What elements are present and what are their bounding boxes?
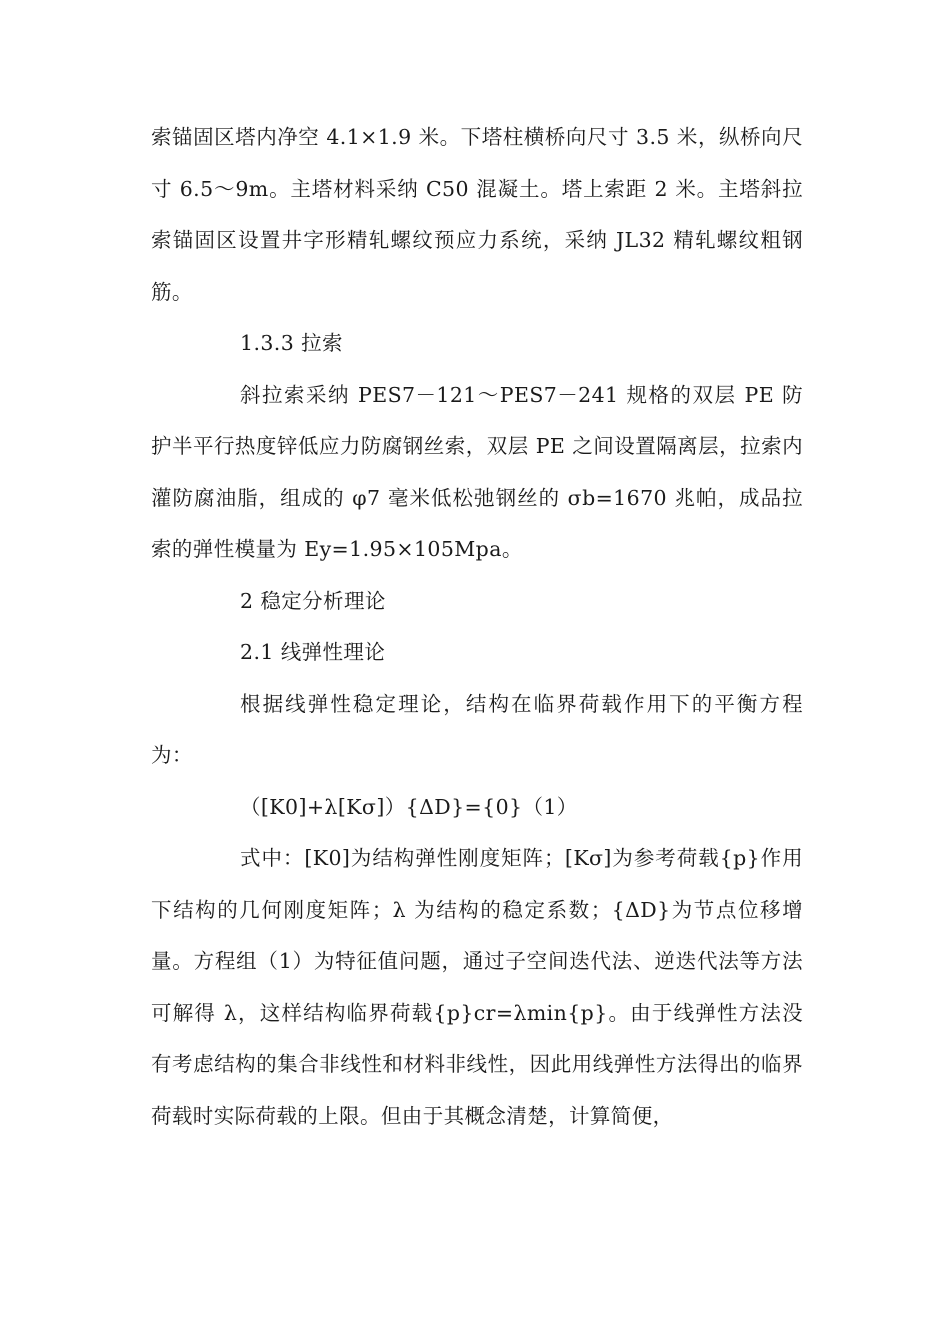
section-heading-linear-elastic: 2.1 线弹性理论: [240, 640, 386, 664]
paragraph-equilibrium-intro: 根据线弹性稳定理论，结构在临界荷载作用下的平衡方程为：: [151, 691, 803, 767]
equation-1: （[K0]+λ[Kσ]）{ΔD}={0}（1）: [240, 794, 578, 819]
section-heading-stability-theory: 2 稳定分析理论: [240, 588, 386, 613]
paragraph-tower-dimensions: 索锚固区塔内净空 4.1×1.9 米。下塔柱横桥向尺寸 3.5 米，纵桥向尺寸 6.5～9m。主塔材料采纳 C50 混凝土。塔上索距 2 米。主塔斜拉索锚固区设置井字形精轧螺纹预应力系统，采纳 JL32 精轧螺纹粗钢筋。: [151, 125, 803, 304]
section-heading-cables: 1.3.3 拉索: [240, 331, 343, 355]
document-body: [151, 112, 803, 1142]
paragraph-equation-explanation: 式中：[K0]为结构弹性刚度矩阵；[Kσ]为参考荷载{p}作用下结构的几何刚度矩阵；λ 为结构的稳定系数；{ΔD}为节点位移增量。方程组（1）为特征值问题，通过子空间迭代法、逆迭代法等方法可解得 λ，这样结构临界荷载{p}cr=λmin{p}。由于线弹性方法没有考虑结构的集合非线性和材料非线性，因此用线弹性方法得出的临界荷载时实际荷载的上限。但由于其概念清楚，计算简便，: [151, 846, 803, 1128]
paragraph-cable-specs: 斜拉索采纳 PES7－121～PES7－241 规格的双层 PE 防护半平行热度锌低应力防腐钢丝索，双层 PE 之间设置隔离层，拉索内灌防腐油脂，组成的 φ7 毫米低松弛钢丝的 σb=1670 兆帕，成品拉索的弹性模量为 Ey=1.95×105Mpa。: [151, 382, 803, 561]
